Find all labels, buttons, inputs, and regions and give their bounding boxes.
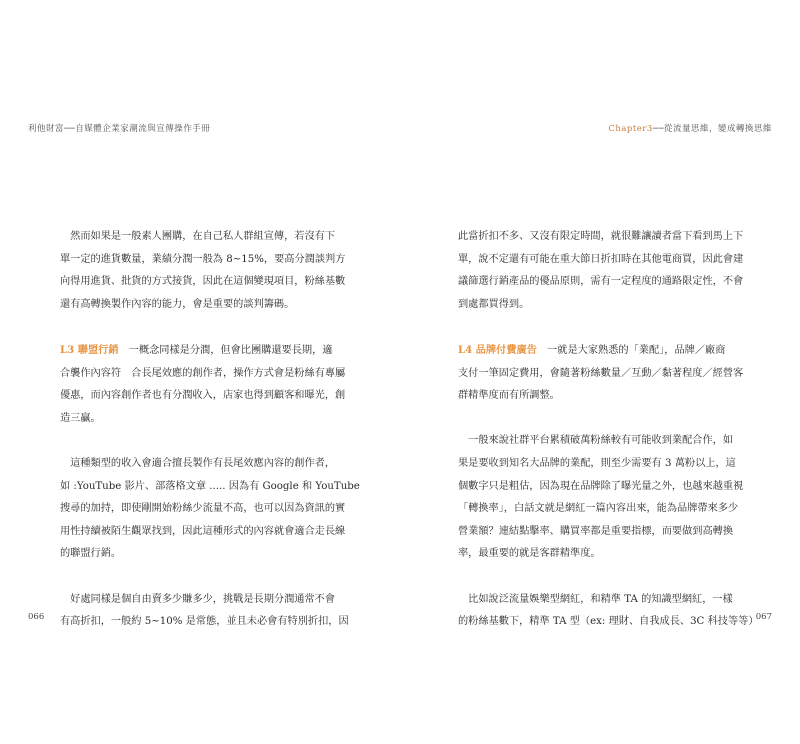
paragraph — [60, 589, 352, 634]
paragraph — [60, 453, 360, 566]
text-line: 造三贏。 — [60, 412, 101, 424]
text-line: 的粉絲基數下，精準 TA 型（ex: 理財、自我成長、3C 科技等等） — [458, 616, 759, 628]
text-line: 一般來說社群平台累積破萬粉絲較有可能收到業配合作，如 — [458, 435, 734, 447]
text-line: 支付一筆固定費用，會隨著粉絲數量／互動／黏著程度／經營客 — [458, 367, 744, 379]
text-line: 用性持續被陌生觀眾找到，因此這種形式的內容就會適合走長線 — [60, 525, 346, 537]
paragraph — [458, 589, 759, 634]
text-line: 個數字只是粗估，因為現在品牌除了曝光量之外，也越來越重視 — [458, 480, 744, 492]
text-line: 果是要收到知名大品牌的業配，則至少需要有 3 萬粉以上，這 — [458, 457, 736, 469]
right-page — [400, 0, 800, 744]
text-line: 議篩選行銷產品的優品原則，需有一定程度的通路限定性，不會 — [458, 276, 744, 288]
text-line: 還有高轉換製作內容的能力，會是重要的談判籌碼。 — [60, 298, 295, 310]
text-line: 率，最重要的就是客群精準度。 — [458, 548, 601, 560]
section-highlight: L3 聯盟行銷 — [60, 343, 119, 356]
text-line: 「轉換率」，白話文就是網紅一篇內容出來，能為品牌帶來多少 — [458, 503, 739, 515]
paragraph — [458, 430, 750, 566]
text-line: 單一定的進貨數量，業績分潤一般為 8~15%，要高分潤談判方 — [60, 253, 346, 265]
text-line: 單，說不定還有可能在重大節日折扣時在其他電商買，因此會建 — [458, 253, 744, 265]
text-line: 向得用進貨、批貨的方式接貨，因此在這個變現項目，粉絲基數 — [60, 276, 346, 288]
text-line: 此當折扣不多、又沒有限定時間，就很難讓讀者當下看到馬上下 — [458, 231, 744, 242]
text-line: 到處都買得到。 — [458, 298, 530, 310]
paragraph — [60, 339, 352, 430]
text-line: 搜尋的加持，即使剛開始粉絲少流量不高，也可以因為資訊的實 — [60, 503, 346, 515]
text-line: L4 品牌付費廣告 一就是大家熟悉的「業配」，品牌／廠商 — [458, 343, 726, 356]
paragraph — [458, 226, 750, 316]
text-line: 有高折扣，一般約 5~10% 是常態，並且未必會有特別折扣，因 — [60, 616, 349, 628]
text-line: 如 :YouTube 影片、部落格文章 ..... 因為有 Google 和 YouTube — [60, 480, 360, 492]
paragraph — [458, 339, 750, 408]
text-line: 群精準度而有所調整。 — [458, 390, 560, 402]
text-line: 優惠，而內容創作者也有分潤收入，店家也得到顧客和曝光，創 — [60, 390, 346, 402]
text-line: 然而如果是一般素人團購，在自己私人群組宣傳，若沒有下 — [60, 231, 336, 242]
left-page-body — [60, 226, 360, 656]
text-line: 營業額？連結點擊率、購買率都是重要指標，而要做到高轉換 — [458, 525, 734, 537]
section-highlight: L4 品牌付費廣告 — [458, 343, 537, 356]
right-page-body — [458, 226, 759, 656]
text-line: L3 聯盟行銷 一概念同樣是分潤，但會比團購還要長期，適 — [60, 343, 333, 356]
running-header-left: 利他財富──自媒體企業家潮流與宣傳操作手冊 — [28, 124, 211, 134]
text-line: 合襲作內容符 合長尾效應的創作者，操作方式會是粉絲有專屬 — [60, 367, 346, 379]
paragraph — [60, 226, 352, 316]
text-line: 這種類型的收入會適合擅長製作有長尾效應內容的創作者， — [60, 457, 336, 469]
text-line: 好處同樣是個自由賣多少賺多少，挑戰是長期分潤通常不會 — [60, 593, 336, 605]
page-number-left: 066 — [28, 612, 45, 622]
chapter-label: Chapter3 — [608, 124, 653, 134]
text-line: 的聯盟行銷。 — [60, 548, 122, 560]
page-number-right: 067 — [755, 612, 772, 622]
running-header-right: Chapter3──從流量思維，變成轉換思維 — [608, 124, 772, 134]
text-line: 比如說泛流量娛樂型網紅，和精準 TA 的知識型網紅，一樣 — [458, 593, 733, 605]
